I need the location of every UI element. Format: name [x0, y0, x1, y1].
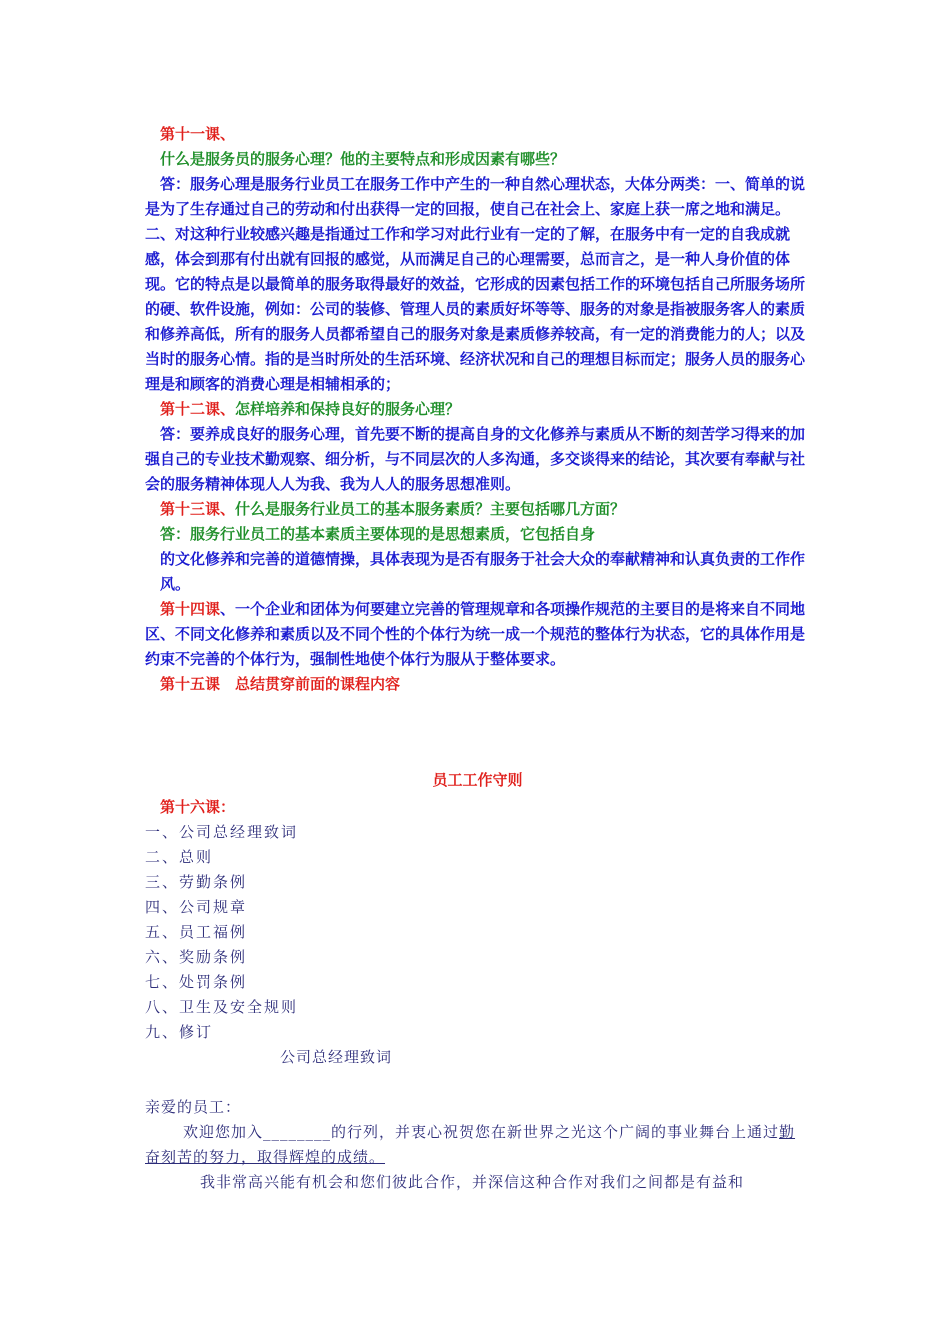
- lesson14-title: 第十四课: [160, 600, 221, 618]
- lesson13-answer-line1: 答：服务行业员工的基本素质主要体现的是思想素质，它包括自身: [160, 525, 596, 543]
- toc-item: 一、公司总经理致词: [145, 823, 299, 841]
- lesson13-answer-line2: [145, 547, 810, 597]
- lesson12-title: 第十二课、: [160, 400, 236, 418]
- rules-heading: 员工工作守则: [432, 771, 523, 789]
- toc-item: 五、员工福例: [145, 923, 248, 941]
- lesson13-answer-line2-text: 的文化修养和完善的道德情操，具体表现为是否有服务于社会大众的奉献精神和认真负责的工作作风。: [160, 550, 806, 593]
- speech-paragraph-1-text: 欢迎您加入________的行列，并衷心祝贺您在新世界之光这个广阔的事业舞台上通过: [183, 1123, 780, 1141]
- lesson12-answer: 答：要养成良好的服务心理，首先要不断的提高自身的文化修养与素质从不断的刻苦学习得来的加强自己的专业技术勤观察、细分析，与不同层次的人多沟通，多交谈得来的结论，其次要有奉献与社会的服务精神体现人人为我、我为人人的服务思想准则。: [145, 425, 806, 493]
- toc-item: 六、奖励条例: [145, 948, 248, 966]
- lesson15-title: 第十五课 总结贯穿前面的课程内容: [160, 675, 401, 693]
- toc-item: 三、劳勤条例: [145, 873, 248, 891]
- lesson13-heading: [145, 497, 810, 522]
- spacer: [145, 697, 810, 765]
- toc-item: 八、卫生及安全规则: [145, 998, 299, 1016]
- toc-item: 四、公司规章: [145, 898, 248, 916]
- spacer: [145, 1070, 810, 1095]
- speech-paragraph-1: [145, 1120, 810, 1170]
- lesson14-paragraph: [145, 597, 810, 672]
- lesson14-text: 、一个企业和团体为何要建立完善的管理规章和各项操作规范的主要目的是将来自不同地区、不同文化修养和素质以及不同个性的个体行为统一成一个规范的整体行为状态，它的具体作用是约束不完善的个体行为，强制性地使个体行为服从于整体要求。: [145, 600, 806, 668]
- lesson16-title: 第十六课：: [160, 798, 236, 816]
- lesson11-title: 第十一课、: [160, 125, 236, 143]
- speech-paragraph-1-underlined: 勤奋刻苦的努力，取得辉煌的成绩。: [145, 1123, 796, 1166]
- greeting: 亲爱的员工：: [145, 1098, 242, 1116]
- lesson12-heading: [145, 397, 810, 422]
- toc-item: 九、修订: [145, 1023, 214, 1041]
- toc-item: 二、总则: [145, 848, 214, 866]
- speech-title: 公司总经理致词: [280, 1048, 393, 1066]
- lesson11-answer: 答：服务心理是服务行业员工在服务工作中产生的一种自然心理状态，大体分两类：一、简单的说是为了生存通过自己的劳动和付出获得一定的回报，使自己在社会上、家庭上获一席之地和满足。二、对这种行业较感兴趣是指通过工作和学习对此行业有一定的了解，在服务中有一定的自我成就感，体会到那有付出就有回报的感觉，从而满足自己的心理需要，总而言之，是一种人身价值的体现。它的特点是以最简单的服务取得最好的效益，它形成的因素包括工作的环境包括自己所服务场所的硬、软件设施，例如：公司的装修、管理人员的素质好坏等等、服务的对象是指被服务客人的素质和修养高低，所有的服务人员都希望自己的服务对象是素质修养较高，有一定的消费能力的人；以及当时的服务心情。指的是当时所处的生活环境、经济状况和自己的理想目标而定；服务人员的服务心理是和顾客的消费心理是相辅相承的；: [145, 175, 806, 393]
- speech-paragraph-2: 我非常高兴能有机会和您们彼此合作，并深信这种合作对我们之间都是有益和: [200, 1173, 745, 1191]
- lesson13-title: 第十三课、: [160, 500, 236, 518]
- document-body: [145, 122, 810, 1195]
- lesson12-question: 怎样培养和保持良好的服务心理？: [235, 400, 461, 418]
- lesson11-question: 什么是服务员的服务心理？他的主要特点和形成因素有哪些？: [160, 150, 566, 168]
- table-of-contents: [145, 820, 810, 1045]
- toc-item: 七、处罚条例: [145, 973, 248, 991]
- lesson13-question: 什么是服务行业员工的基本服务素质？主要包括哪几方面？: [235, 500, 626, 518]
